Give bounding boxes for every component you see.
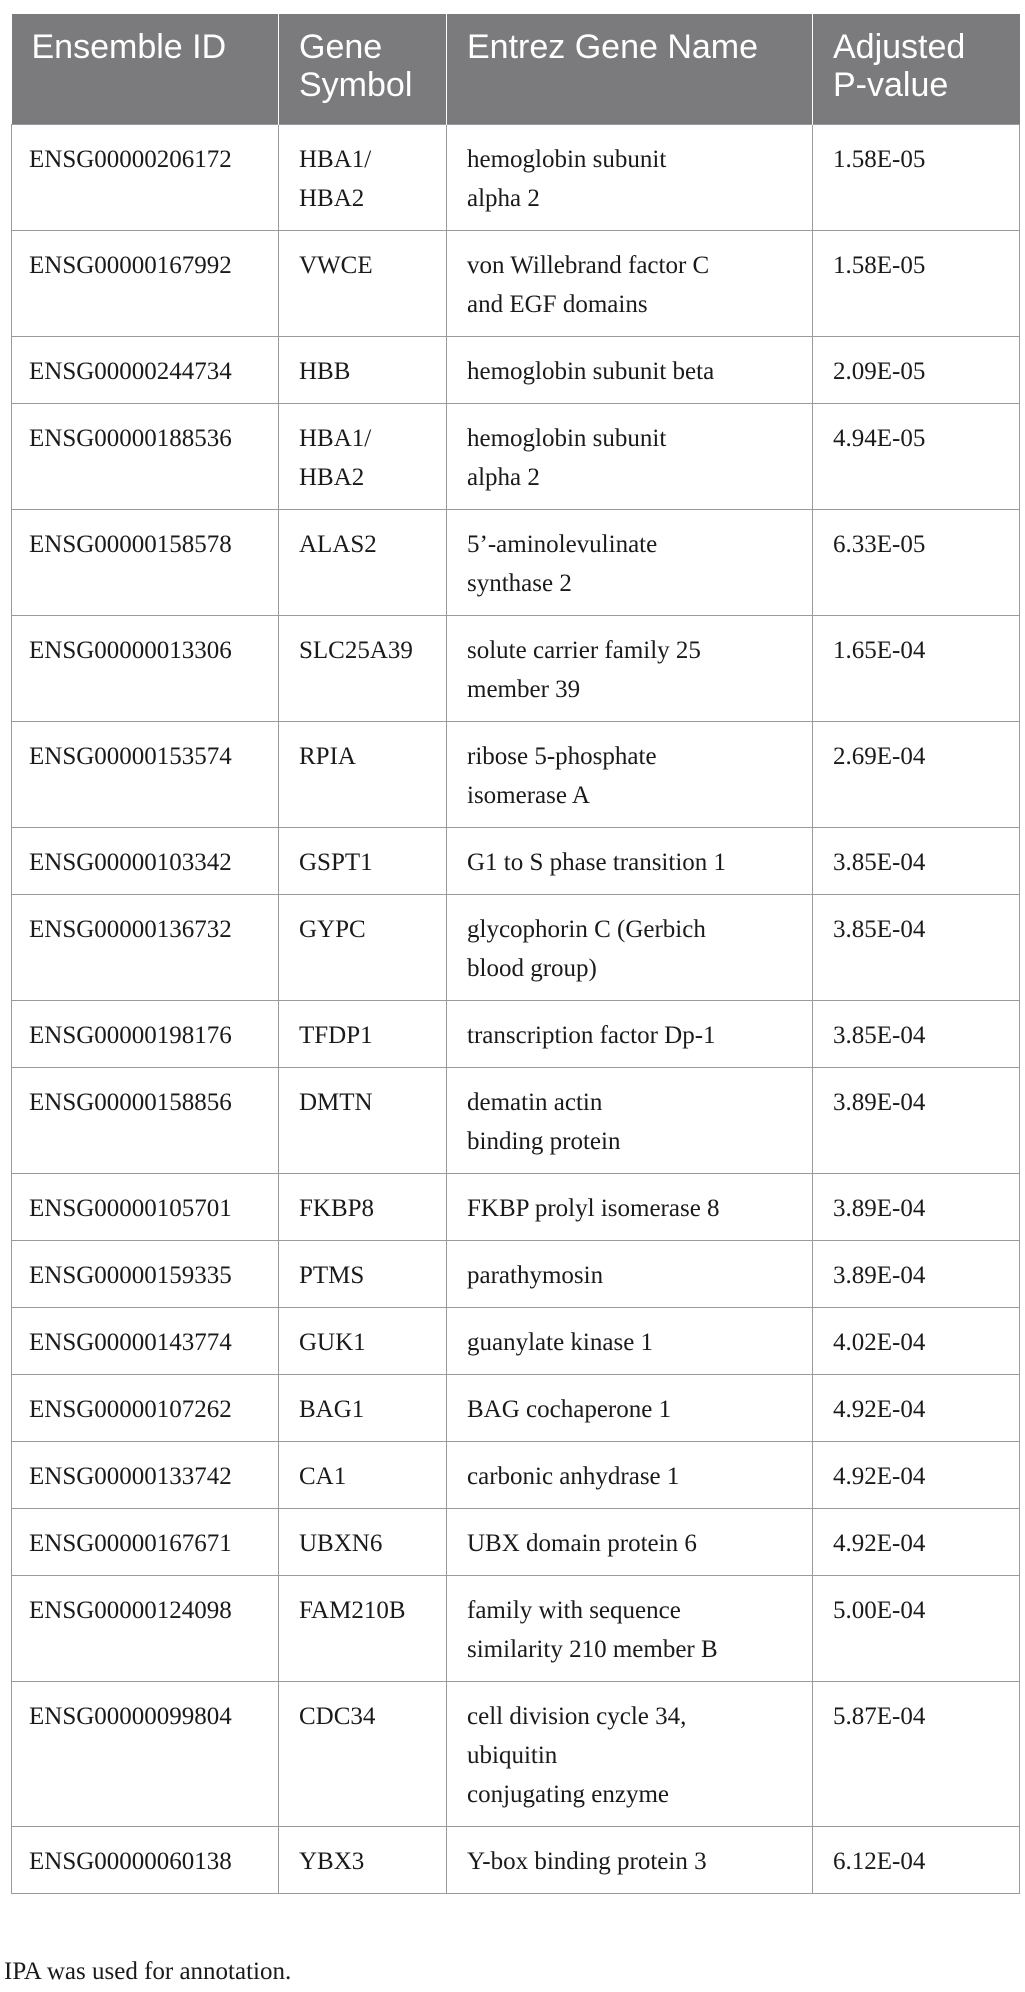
ensemble-id-cell: ENSG00000153574 <box>12 722 279 828</box>
ensemble-id-cell: ENSG00000158856 <box>12 1068 279 1174</box>
entrez-gene-name-cell: BAG cochaperone 1 <box>447 1375 813 1442</box>
adjusted-p-value-cell: 5.00E-04 <box>813 1576 1020 1682</box>
adjusted-p-value-cell: 1.58E-05 <box>813 231 1020 337</box>
entrez-gene-name-cell: hemoglobin subunit alpha 2 <box>447 404 813 510</box>
header-entrez-gene-name: Entrez Gene Name <box>447 14 813 125</box>
ensemble-id-cell: ENSG00000167992 <box>12 231 279 337</box>
table-row <box>12 404 1020 510</box>
gene-symbol-cell: HBA1/ HBA2 <box>279 125 447 231</box>
gene-table-container <box>11 14 1019 1894</box>
adjusted-p-value-cell: 3.85E-04 <box>813 895 1020 1001</box>
gene-symbol-cell: BAG1 <box>279 1375 447 1442</box>
table-row <box>12 828 1020 895</box>
gene-symbol-cell: HBA1/ HBA2 <box>279 404 447 510</box>
entrez-gene-name-cell: Y-box binding protein 3 <box>447 1827 813 1894</box>
adjusted-p-value-cell: 3.89E-04 <box>813 1174 1020 1241</box>
entrez-gene-name-cell: 5’-aminolevulinate synthase 2 <box>447 510 813 616</box>
table-row <box>12 510 1020 616</box>
ensemble-id-cell: ENSG00000198176 <box>12 1001 279 1068</box>
table-row <box>12 1375 1020 1442</box>
entrez-gene-name-cell: hemoglobin subunit alpha 2 <box>447 125 813 231</box>
gene-table <box>11 14 1020 1894</box>
table-row <box>12 895 1020 1001</box>
ensemble-id-cell: ENSG00000188536 <box>12 404 279 510</box>
gene-symbol-cell: TFDP1 <box>279 1001 447 1068</box>
adjusted-p-value-cell: 4.92E-04 <box>813 1509 1020 1576</box>
entrez-gene-name-cell: solute carrier family 25 member 39 <box>447 616 813 722</box>
ensemble-id-cell: ENSG00000060138 <box>12 1827 279 1894</box>
ensemble-id-cell: ENSG00000167671 <box>12 1509 279 1576</box>
entrez-gene-name-cell: parathymosin <box>447 1241 813 1308</box>
entrez-gene-name-cell: von Willebrand factor C and EGF domains <box>447 231 813 337</box>
table-row <box>12 231 1020 337</box>
table-row <box>12 1308 1020 1375</box>
adjusted-p-value-cell: 3.89E-04 <box>813 1068 1020 1174</box>
gene-symbol-cell: RPIA <box>279 722 447 828</box>
table-footnote: IPA was used for annotation. <box>4 1958 292 1985</box>
entrez-gene-name-cell: hemoglobin subunit beta <box>447 337 813 404</box>
adjusted-p-value-cell: 4.92E-04 <box>813 1442 1020 1509</box>
entrez-gene-name-cell: dematin actin binding protein <box>447 1068 813 1174</box>
entrez-gene-name-cell: FKBP prolyl isomerase 8 <box>447 1174 813 1241</box>
entrez-gene-name-cell: carbonic anhydrase 1 <box>447 1442 813 1509</box>
gene-symbol-cell: YBX3 <box>279 1827 447 1894</box>
entrez-gene-name-cell: guanylate kinase 1 <box>447 1308 813 1375</box>
entrez-gene-name-cell: family with sequence similarity 210 member B <box>447 1576 813 1682</box>
gene-symbol-cell: GSPT1 <box>279 828 447 895</box>
gene-symbol-cell: SLC25A39 <box>279 616 447 722</box>
table-row <box>12 1682 1020 1827</box>
gene-symbol-cell: CA1 <box>279 1442 447 1509</box>
gene-symbol-cell: CDC34 <box>279 1682 447 1827</box>
table-row <box>12 1442 1020 1509</box>
ensemble-id-cell: ENSG00000099804 <box>12 1682 279 1827</box>
header-gene-symbol: Gene Symbol <box>279 14 447 125</box>
table-header <box>12 14 1020 125</box>
table-row <box>12 1241 1020 1308</box>
gene-symbol-cell: HBB <box>279 337 447 404</box>
entrez-gene-name-cell: glycophorin C (Gerbich blood group) <box>447 895 813 1001</box>
ensemble-id-cell: ENSG00000136732 <box>12 895 279 1001</box>
table-row <box>12 722 1020 828</box>
entrez-gene-name-cell: transcription factor Dp-1 <box>447 1001 813 1068</box>
table-row <box>12 1068 1020 1174</box>
adjusted-p-value-cell: 6.12E-04 <box>813 1827 1020 1894</box>
ensemble-id-cell: ENSG00000158578 <box>12 510 279 616</box>
adjusted-p-value-cell: 4.02E-04 <box>813 1308 1020 1375</box>
header-row <box>12 14 1020 125</box>
header-adjusted-p-value: Adjusted P-value <box>813 14 1020 125</box>
adjusted-p-value-cell: 6.33E-05 <box>813 510 1020 616</box>
adjusted-p-value-cell: 3.89E-04 <box>813 1241 1020 1308</box>
entrez-gene-name-cell: cell division cycle 34, ubiquitin conjugating enzyme <box>447 1682 813 1827</box>
gene-symbol-cell: GYPC <box>279 895 447 1001</box>
adjusted-p-value-cell: 3.85E-04 <box>813 1001 1020 1068</box>
ensemble-id-cell: ENSG00000103342 <box>12 828 279 895</box>
table-row <box>12 1827 1020 1894</box>
adjusted-p-value-cell: 2.09E-05 <box>813 337 1020 404</box>
ensemble-id-cell: ENSG00000013306 <box>12 616 279 722</box>
gene-symbol-cell: DMTN <box>279 1068 447 1174</box>
adjusted-p-value-cell: 4.94E-05 <box>813 404 1020 510</box>
header-ensemble-id: Ensemble ID <box>12 14 279 125</box>
table-row <box>12 337 1020 404</box>
ensemble-id-cell: ENSG00000143774 <box>12 1308 279 1375</box>
adjusted-p-value-cell: 5.87E-04 <box>813 1682 1020 1827</box>
gene-symbol-cell: UBXN6 <box>279 1509 447 1576</box>
adjusted-p-value-cell: 3.85E-04 <box>813 828 1020 895</box>
ensemble-id-cell: ENSG00000133742 <box>12 1442 279 1509</box>
table-row <box>12 616 1020 722</box>
gene-symbol-cell: FAM210B <box>279 1576 447 1682</box>
ensemble-id-cell: ENSG00000124098 <box>12 1576 279 1682</box>
gene-symbol-cell: VWCE <box>279 231 447 337</box>
gene-symbol-cell: GUK1 <box>279 1308 447 1375</box>
gene-symbol-cell: FKBP8 <box>279 1174 447 1241</box>
adjusted-p-value-cell: 1.65E-04 <box>813 616 1020 722</box>
table-row <box>12 1576 1020 1682</box>
ensemble-id-cell: ENSG00000107262 <box>12 1375 279 1442</box>
ensemble-id-cell: ENSG00000244734 <box>12 337 279 404</box>
table-row <box>12 125 1020 231</box>
table-row <box>12 1509 1020 1576</box>
ensemble-id-cell: ENSG00000206172 <box>12 125 279 231</box>
entrez-gene-name-cell: G1 to S phase transition 1 <box>447 828 813 895</box>
entrez-gene-name-cell: UBX domain protein 6 <box>447 1509 813 1576</box>
adjusted-p-value-cell: 1.58E-05 <box>813 125 1020 231</box>
table-row <box>12 1174 1020 1241</box>
ensemble-id-cell: ENSG00000159335 <box>12 1241 279 1308</box>
adjusted-p-value-cell: 2.69E-04 <box>813 722 1020 828</box>
gene-symbol-cell: ALAS2 <box>279 510 447 616</box>
table-body <box>12 125 1020 1894</box>
ensemble-id-cell: ENSG00000105701 <box>12 1174 279 1241</box>
gene-symbol-cell: PTMS <box>279 1241 447 1308</box>
table-row <box>12 1001 1020 1068</box>
entrez-gene-name-cell: ribose 5-phosphate isomerase A <box>447 722 813 828</box>
adjusted-p-value-cell: 4.92E-04 <box>813 1375 1020 1442</box>
